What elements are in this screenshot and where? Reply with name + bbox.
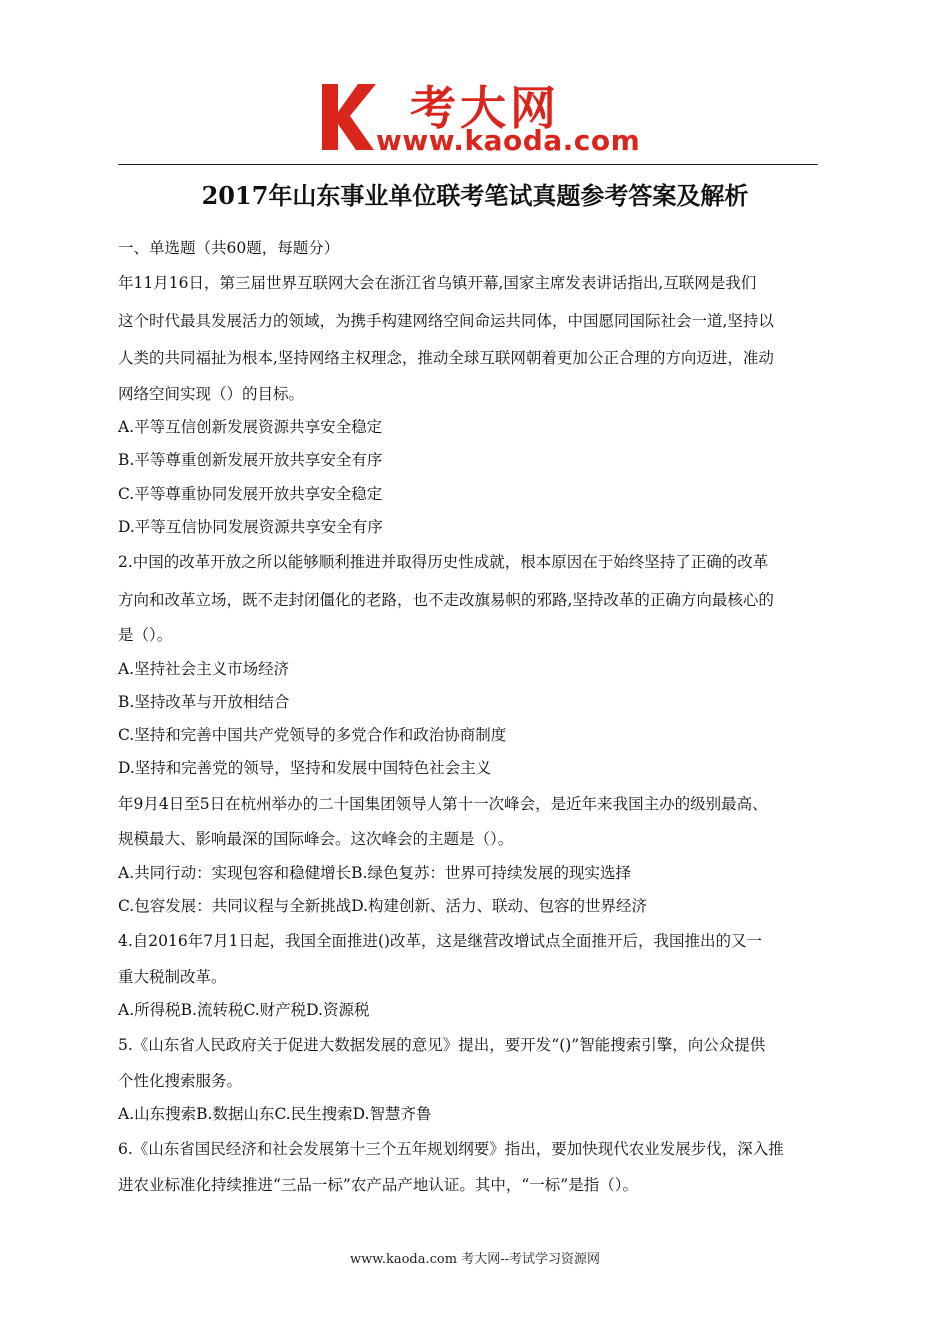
question-text-line: 个性化搜索服务。	[118, 1071, 243, 1090]
answer-option: A.共同行动：实现包容和稳健增长B.绿色复苏：世界可持续发展的现实选择	[118, 863, 631, 882]
answer-option: B.坚持改革与开放相结合	[118, 692, 290, 711]
question-text-line: 规模最大、影响最深的国际峰会。这次峰会的主题是（）。	[118, 830, 514, 849]
answer-option: C.包容发展：共同议程与全新挑战D.构建创新、活力、联动、包容的世界经济	[118, 896, 648, 915]
answer-option: D.坚持和完善党的领导，坚持和发展中国特色社会主义	[118, 759, 492, 778]
answer-option: A.山东搜索B.数据山东C.民生搜索D.智慧齐鲁	[118, 1105, 432, 1124]
kaoda-logo	[318, 78, 648, 158]
logo-chinese-name: 考大网	[410, 81, 560, 135]
question-text-line: 4.自2016年7月1日起，我国全面推进()改革，这是继营改增试点全面推开后，我国推出的又一	[118, 932, 763, 951]
question-text-line: 人类的共同福扯为根本,坚持网络主权理念，推动全球互联网朝着更加公正合理的方向迈进，准动	[118, 349, 774, 368]
document-title: 2017年山东事业单位联考笔试真题参考答案及解析	[201, 181, 749, 210]
question-text-line: 方向和改革立场，既不走封闭僵化的老路，也不走改旗易帜的邪路,坚持改革的正确方向最核心的	[118, 590, 774, 609]
question-text-line: 是（）。	[118, 626, 173, 645]
question-text-line: 5.《山东省人民政府关于促进大数据发展的意见》提出，要开发“()”智能搜索引擎，向公众提供	[118, 1036, 766, 1055]
question-text-line: 2.中国的改革开放之所以能够顺利推进并取得历史性成就，根本原因在于始终坚持了正确的改革	[118, 553, 769, 572]
question-text-line: 年11月16日，第三届世界互联网大会在浙江省乌镇开幕,国家主席发表讲话指出,互联网是我们	[118, 274, 757, 293]
question-text-line: 进农业标准化持续推进“三品一标”农产品产地认证。其中，“一标”是指（）。	[118, 1175, 638, 1194]
section-heading: 一、单选题（共60题，每题分）	[118, 239, 340, 257]
question-text-line: 6.《山东省国民经济和社会发展第十三个五年规划纲要》指出，要加快现代农业发展步伐，深入推	[118, 1140, 784, 1159]
question-text-line: 重大税制改革。	[118, 967, 227, 986]
kaoda-k-logo-icon	[318, 82, 378, 152]
question-text-line: 年9月4日至5日在杭州举办的二十国集团领导人第十一次峰会，是近年来我国主办的级别最高、	[118, 794, 768, 813]
answer-option: A.坚持社会主义市场经济	[118, 659, 290, 678]
answer-option: D.平等互信协同发展资源共享安全有序	[118, 517, 383, 536]
question-text-line: 这个时代最具发展活力的领域，为携手构建网络空间命运共同体，中国愿同国际社会一道,坚持以	[118, 311, 774, 330]
header-divider	[118, 164, 818, 165]
answer-option: C.平等尊重协同发展开放共享安全稳定	[118, 484, 383, 503]
answer-option: C.坚持和完善中国共产党领导的多党合作和政治协商制度	[118, 726, 507, 745]
logo-url: www.kaoda.com	[376, 124, 641, 157]
answer-option: B.平等尊重创新发展开放共享安全有序	[118, 451, 383, 470]
document-body	[118, 232, 838, 1202]
question-text-line: 网络空间实现（）的目标。	[118, 384, 305, 403]
answer-option: A.平等互信创新发展资源共享安全稳定	[118, 418, 383, 437]
answer-option: A.所得税B.流转税C.财产税D.资源税	[118, 1000, 370, 1019]
page-footer: www.kaoda.com 考大网--考试学习资源网	[350, 1252, 600, 1267]
